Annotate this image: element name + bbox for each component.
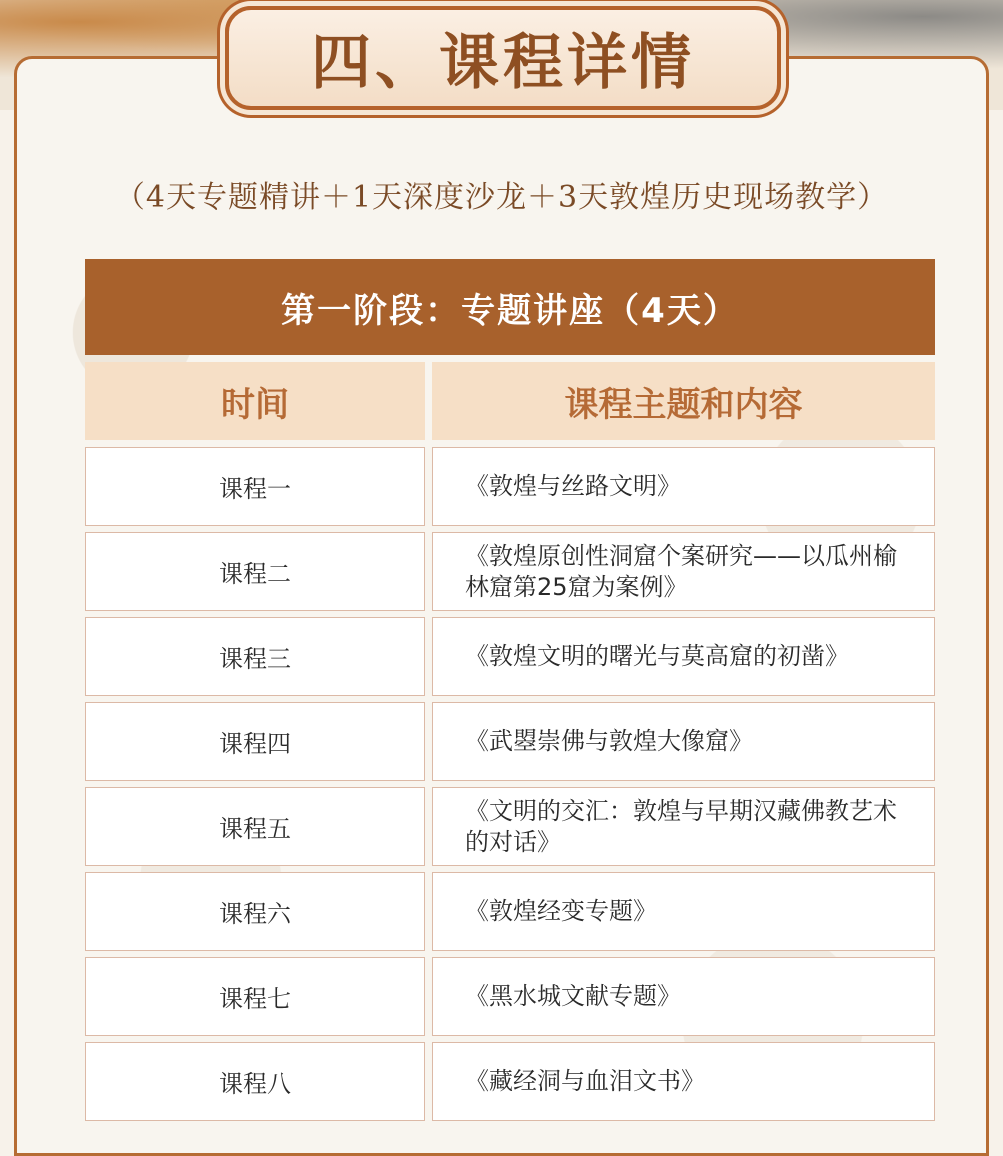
table-row-topic: 《敦煌原创性洞窟个案研究——以瓜州榆林窟第25窟为案例》 <box>432 532 935 611</box>
table-row-topic: 《藏经洞与血泪文书》 <box>432 1042 935 1121</box>
course-summary: （4天专题精讲＋1天深度沙龙＋3天敦煌历史现场教学） <box>114 180 889 215</box>
page-title: 四、课程详情 <box>311 28 695 98</box>
table-row-time: 课程一 <box>85 447 425 526</box>
table-row-time: 课程八 <box>85 1042 425 1121</box>
section-title-banner <box>225 6 781 110</box>
stage-header: 第一阶段：专题讲座（4天） <box>85 259 935 355</box>
table-row-time: 课程七 <box>85 957 425 1036</box>
table-row-time: 课程五 <box>85 787 425 866</box>
table-row-topic: 《武曌崇佛与敦煌大像窟》 <box>432 702 935 781</box>
table-row-topic: 《文明的交汇：敦煌与早期汉藏佛教艺术的对话》 <box>432 787 935 866</box>
table-row-topic: 《黑水城文献专题》 <box>432 957 935 1036</box>
table-row-topic: 《敦煌与丝路文明》 <box>432 447 935 526</box>
table-row-topic: 《敦煌经变专题》 <box>432 872 935 951</box>
column-header-time: 时间 <box>85 362 425 440</box>
column-header-topic: 课程主题和内容 <box>432 362 935 440</box>
table-row-time: 课程四 <box>85 702 425 781</box>
table-row-time: 课程二 <box>85 532 425 611</box>
table-row-time: 课程六 <box>85 872 425 951</box>
table-row-time: 课程三 <box>85 617 425 696</box>
table-row-topic: 《敦煌文明的曙光与莫高窟的初凿》 <box>432 617 935 696</box>
